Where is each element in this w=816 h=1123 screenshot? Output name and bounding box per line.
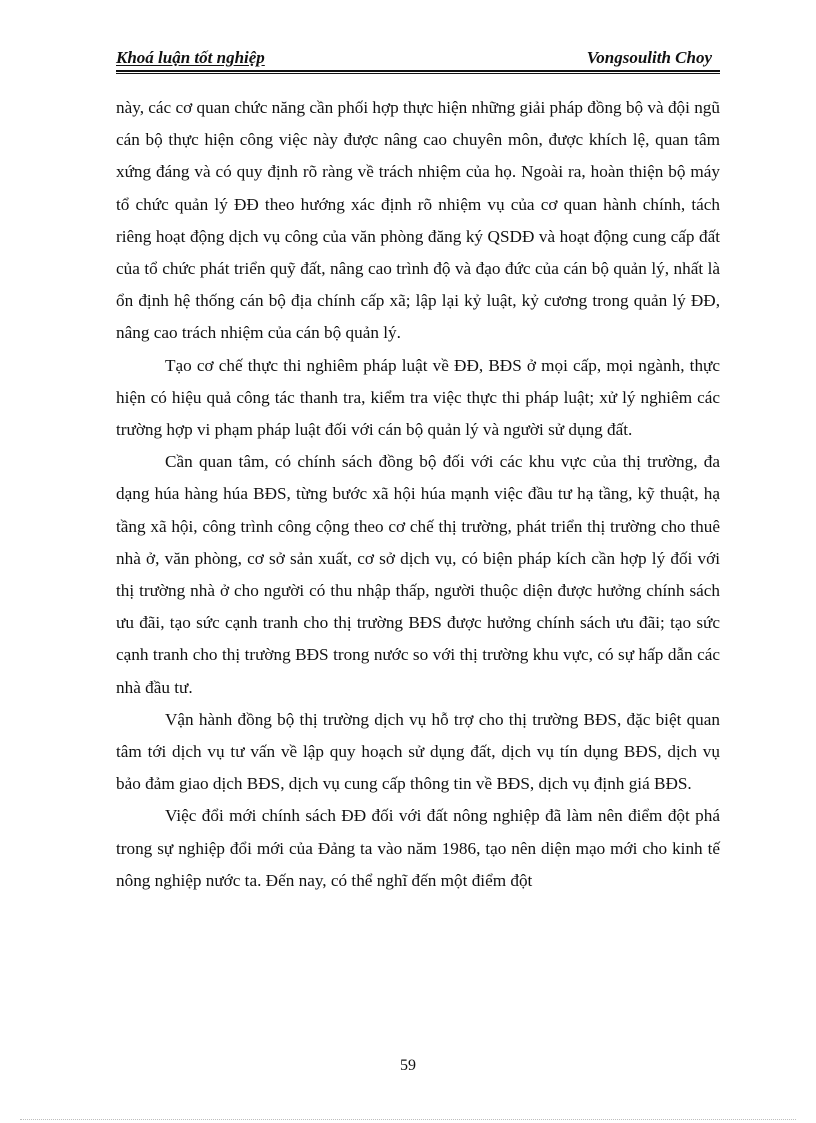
page-number: 59: [400, 1057, 416, 1074]
paragraph-market-policy: Cần quan tâm, có chính sách đồng bộ đối với các khu vực của thị trường, đa dạng húa hàng húa BĐS, từng bước xã hội húa mạnh việc đầu tư hạ tầng, kỹ thuật, hạ tầng xã hội, công trình công cộng theo cơ chế thị trường, phát triển thị trường cho thuê nhà ở, văn phòng, cơ sở sản xuất, cơ sở dịch vụ, có biện pháp kích cần hợp lý đối với thị trường nhà ở cho người có thu nhập thấp, người thuộc diện được hưởng chính sách ưu đãi, tạo sức cạnh tranh cho thị trường BĐS được hưởng chính sách ưu đãi; tạo sức cạnh tranh cho thị trường BĐS trong nước so với thị trường khu vực, có sự hấp dẫn các nhà đầu tư.: [116, 452, 720, 697]
paragraph-land-policy-reform: Việc đổi mới chính sách ĐĐ đối với đất nông nghiệp đã làm nên điểm đột phá trong sự nghiệp đổi mới của Đảng ta vào năm 1986, tạo nên diện mạo mới cho kinh tế nông nghiệp nước ta. Đến nay, có thể nghĩ đến một điểm đột: [116, 806, 720, 890]
header-rule: [116, 70, 720, 72]
page-header: [116, 48, 720, 70]
paragraph-law-enforcement: Tạo cơ chế thực thi nghiêm pháp luật về ĐĐ, BĐS ở mọi cấp, mọi ngành, thực hiện có hiệu quả công tác thanh tra, kiểm tra việc thực thi pháp luật; xử lý nghiêm các trường hợp vi phạm pháp luật đối với cán bộ quản lý và người sử dụng đất.: [116, 355, 720, 440]
header-thesis-title: Khoá luận tốt nghiệp: [116, 48, 265, 67]
document-body: [116, 92, 720, 897]
page-bottom-border: [20, 1119, 796, 1120]
paragraph-support-services: Vận hành đồng bộ thị trường dịch vụ hỗ trợ cho thị trường BĐS, đặc biệt quan tâm tới dịch vụ tư vấn về lập quy hoạch sử dụng đất, dịch vụ tín dụng BĐS, dịch vụ bảo đảm giao dịch BĐS, dịch vụ cung cấp thông tin về BĐS, dịch vụ định giá BĐS.: [116, 709, 720, 794]
paragraph-continued: này, các cơ quan chức năng cần phối hợp thực hiện những giải pháp đồng bộ và đội ngũ cán bộ thực hiện công việc này được nâng cao chuyên môn, được khích lệ, quan tâm xứng đáng và có quy định rõ ràng về trách nhiệm của họ. Ngoài ra, hoàn thiện bộ máy tổ chức quản lý ĐĐ theo hướng xác định rõ nhiệm vụ của cơ quan hành chính, tách riêng hoạt động dịch vụ công của văn phòng đăng ký QSDĐ và hoạt động cung cấp đất của tổ chức phát triển quỹ đất, nâng cao trình độ và đạo đức của cán bộ quản lý, nhất là ổn định hệ thống cán bộ địa chính cấp xã; lập lại kỷ luật, kỷ cương trong quản lý ĐĐ, nâng cao trách nhiệm của cán bộ quản lý.: [116, 98, 720, 343]
header-rule-thin: [116, 73, 720, 74]
header-author-name: Vongsoulith Choy: [586, 48, 712, 67]
